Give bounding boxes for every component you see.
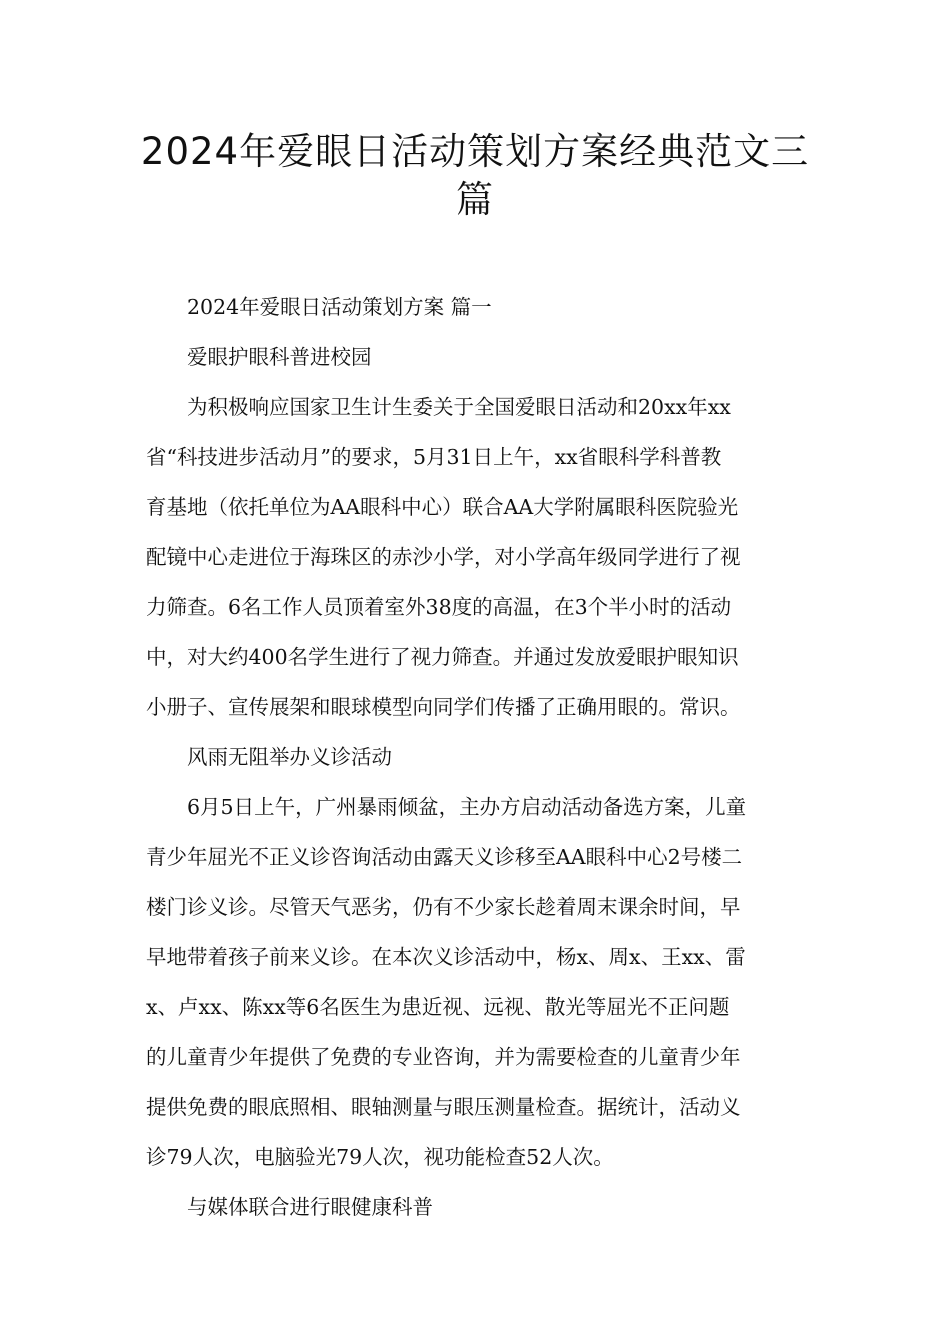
paragraph-2-line-6: 的儿童青少年提供了免费的专业咨询，并为需要检查的儿童青少年: [146, 1045, 741, 1069]
section-heading-1: 2024年爱眼日活动策划方案 篇一: [187, 295, 492, 319]
subsection-heading-2: 风雨无阻举办义诊活动: [187, 745, 392, 769]
document-title-line1: 2024年爱眼日活动策划方案经典范文三: [140, 130, 810, 173]
subsection-heading-3: 与媒体联合进行眼健康科普: [187, 1195, 433, 1219]
document-title-line2: 篇: [456, 178, 494, 221]
document-title: [120, 128, 830, 224]
paragraph-1: [146, 382, 810, 732]
paragraph-2-line-4: 早地带着孩子前来义诊。在本次义诊活动中，杨x、周x、王xx、雷: [146, 945, 746, 969]
paragraph-1-line-7: 小册子、宣传展架和眼球模型向同学们传播了正确用眼的。常识。: [146, 695, 741, 719]
paragraph-2-line-8: 诊79人次，电脑验光79人次，视功能检查52人次。: [146, 1145, 614, 1169]
paragraph-1-line-3: 育基地（依托单位为AA眼科中心）联合AA大学附属眼科医院验光: [146, 495, 739, 519]
subsection-heading-1: 爱眼护眼科普进校园: [187, 345, 372, 369]
paragraph-1-line-6: 中，对大约400名学生进行了视力筛查。并通过发放爱眼护眼知识: [146, 645, 739, 669]
paragraph-2-line-1: 6月5日上午，广州暴雨倾盆，主办方启动活动备选方案，儿童: [187, 795, 747, 819]
paragraph-2-line-7: 提供免费的眼底照相、眼轴测量与眼压测量检查。据统计，活动义: [146, 1095, 741, 1119]
paragraph-1-line-2: 省“科技进步活动月”的要求，5月31日上午，xx省眼科学科普教: [146, 445, 722, 469]
paragraph-2-line-3: 楼门诊义诊。尽管天气恶劣，仍有不少家长趁着周末课余时间，早: [146, 895, 741, 919]
paragraph-1-line-4: 配镜中心走进位于海珠区的赤沙小学，对小学高年级同学进行了视: [146, 545, 741, 569]
paragraph-2-line-5: x、卢xx、陈xx等6名医生为患近视、远视、散光等屈光不正问题: [146, 995, 730, 1019]
paragraph-1-line-1: 为积极响应国家卫生计生委关于全国爱眼日活动和20xx年xx: [187, 395, 731, 419]
paragraph-1-line-5: 力筛查。6名工作人员顶着室外38度的高温，在3个半小时的活动: [146, 595, 732, 619]
paragraph-2-line-2: 青少年屈光不正义诊咨询活动由露天义诊移至AA眼科中心2号楼二: [146, 845, 743, 869]
document-body: [146, 282, 810, 1232]
paragraph-2: [146, 782, 810, 1182]
